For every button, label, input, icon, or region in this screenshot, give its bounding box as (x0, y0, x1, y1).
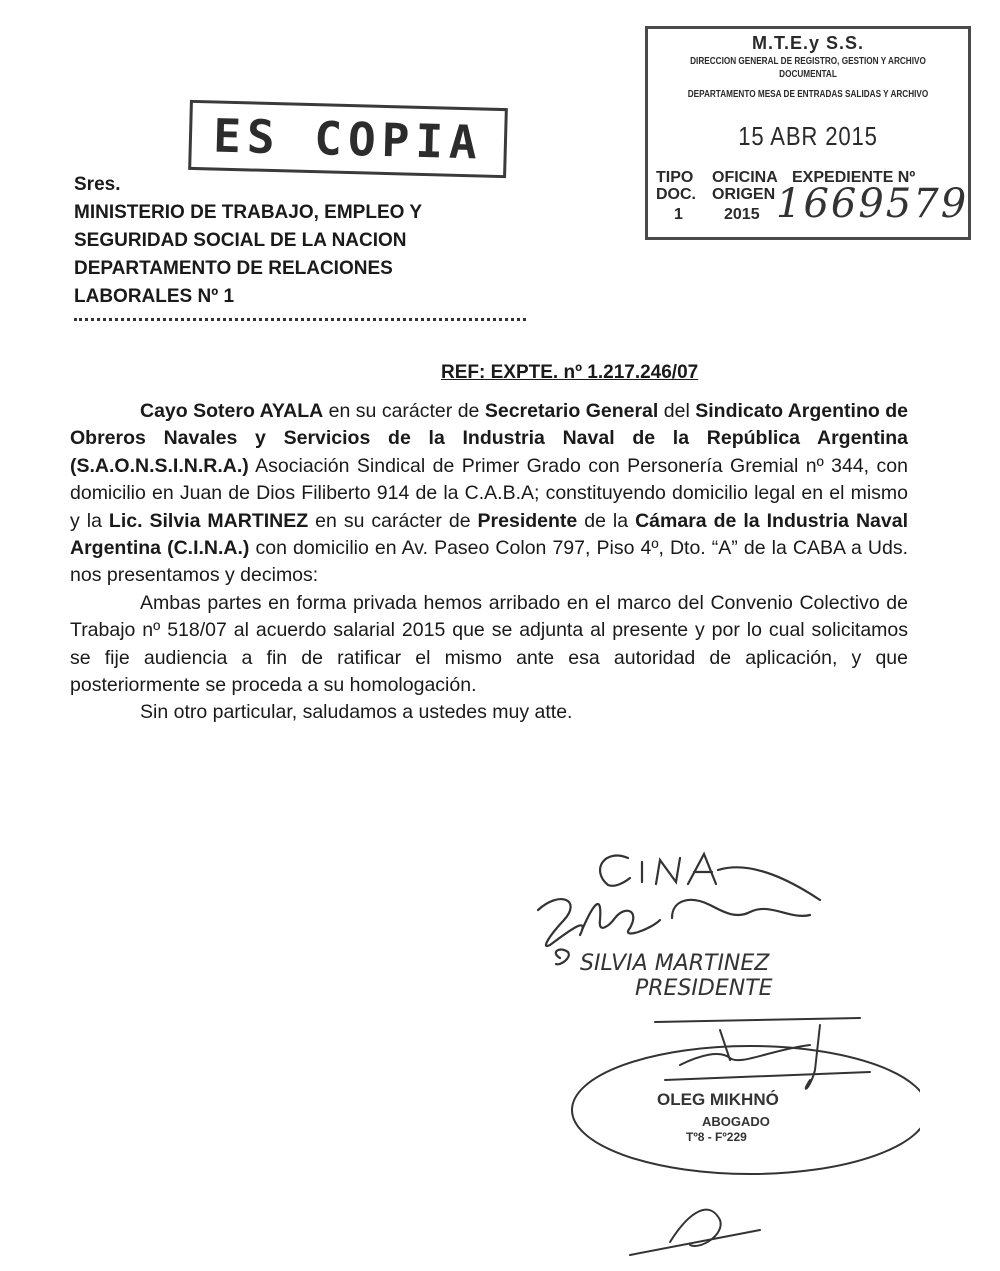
lawyer-name: OLEG MIKHNÓ (657, 1090, 779, 1109)
addressee-block (74, 171, 422, 311)
paragraph-1 (70, 398, 908, 590)
reference-line: REF: EXPTE. nº 1.217.246/07 (441, 362, 699, 383)
es-copia-stamp: ES COPIA (188, 100, 508, 178)
signatory-name-2: Lic. Silvia MARTINEZ (108, 509, 309, 532)
signature-name-silvia: SILVIA MARTINEZ (580, 951, 770, 976)
paragraph-3: Sin otro particular, saludamos a ustedes muy atte. (140, 701, 573, 724)
stamp-col-oficina (712, 169, 778, 203)
stamp-doc-label: DOC. (656, 186, 696, 203)
stamp-oficina-label: OFICINA (712, 169, 778, 186)
stamp-tipo-label: TIPO (656, 169, 694, 186)
stamp-tipo-value: 1 (674, 206, 683, 223)
signature-title-presidente: PRESIDENTE (635, 976, 773, 1000)
stamp-expediente-label: EXPEDIENTE Nº (792, 169, 916, 186)
stamp-col-tipo (656, 169, 696, 203)
stamp-line-3: DEPARTAMENTO MESA DE ENTRADAS SALIDAS Y ARCHIVO (687, 89, 929, 100)
stamp-date: 15 ABR 2015 (738, 121, 878, 151)
dotted-divider (74, 318, 526, 321)
text-run: en su carácter de (308, 509, 478, 532)
addressee-line: LABORALES Nº 1 (74, 286, 235, 307)
lawyer-stamp-area (570, 1010, 920, 1260)
stamp-year-value: 2015 (724, 206, 760, 223)
stamp-line-2: DOCUMENTAL (779, 69, 837, 80)
stamp-origen-label: ORIGEN (712, 186, 776, 203)
text-run: del (658, 400, 696, 422)
addressee-line: MINISTERIO DE TRABAJO, EMPLEO Y (74, 202, 423, 223)
addressee-line: DEPARTAMENTO DE RELACIONES (74, 258, 393, 279)
text-run: de la (577, 509, 636, 532)
addressee-salutation: Sres. (74, 174, 121, 195)
chamber-name: Cámara de la Industria Naval Argentina (C.I.N.A.) (70, 509, 908, 560)
handwritten-signature-cina (520, 840, 920, 1000)
lawyer-title: ABOGADO (702, 1114, 770, 1129)
letter-body (70, 398, 908, 727)
paragraph-2: Ambas partes en forma privada hemos arribado en el marco del Convenio Colectivo de Trabajo nº 518/07 al acuerdo salarial 2015 que se adjunta al presente y por lo cual solicitamos se fije audiencia a fin de ratificar el mismo ante esa autoridad de aplicación, y que posteriormente se proceda a su homologación. (70, 591, 908, 697)
text-run: en su carácter de (323, 400, 485, 422)
registry-stamp (645, 26, 971, 240)
addressee-line: SEGURIDAD SOCIAL DE LA NACION (74, 230, 407, 251)
union-name: Sindicato Argentino de Obreros Navales y Servicios de la Industria Naval de la República Argentina (S.A.O.N.S.I.N.R.A.) (70, 400, 908, 477)
signatory-role: Secretario General (484, 400, 659, 422)
lawyer-registry: Tº8 - Fº229 (686, 1130, 747, 1144)
text-run: Asociación Sindical de Primer Grado con Personería Gremial nº 344, con domicilio en Juan de Dios Filiberto 914 de la C.A.B.A; constituyendo domicilio legal en el mismo y la (70, 454, 908, 532)
stamp-header: M.T.E.y S.S. (751, 33, 865, 53)
stamp-line-1: DIRECCION GENERAL DE REGISTRO, GESTION Y ARCHIVO (690, 56, 926, 67)
stamp-expediente-number: 1669579 (776, 181, 969, 227)
signatory-name: Cayo Sotero AYALA (140, 400, 324, 422)
signatory-role-2: Presidente (477, 509, 578, 532)
text-run: con domicilio en Av. Paseo Colon 797, Piso 4º, Dto. “A” de la CABA a Uds. nos presentamos y decimos: (70, 537, 908, 587)
